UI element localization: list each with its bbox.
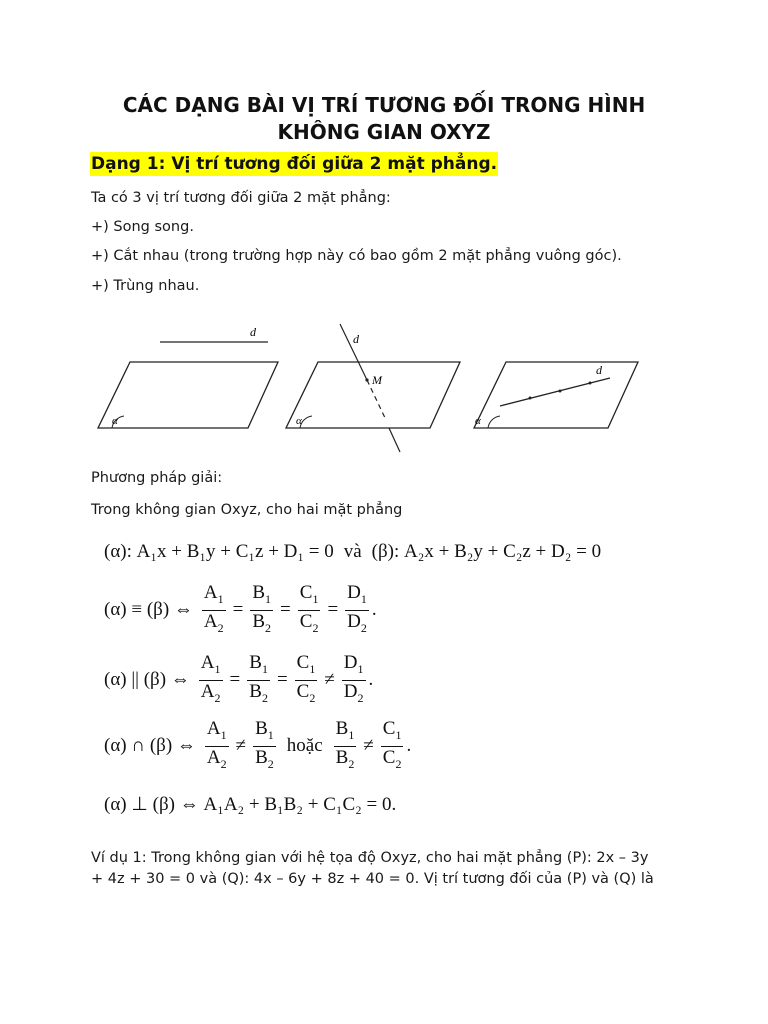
case-parallel: +) Song song. [91,219,194,235]
coincide-label: (α) ≡ (β) ⇔ [104,599,193,620]
figure-line-in-plane [474,362,638,428]
method-label: Phương pháp giải: [91,470,223,486]
parallel-label: (α) || (β) ⇔ [104,669,190,690]
and-word: và [343,541,362,562]
perpendicular-formula: (α) ⊥ (β) ⇔ A₁A₂ + B₁B₂ + C₁C₂ = 0. [104,793,397,815]
case-intersect: +) Cắt nhau (trong trường hợp này có bao gồm 2 mặt phẳng vuông góc). [91,248,622,264]
section-heading: Dạng 1: Vị trí tương đối giữa 2 mặt phẳng. [91,154,498,174]
label-d-3: d [596,363,602,377]
intersect-label: (α) ∩ (β) ⇔ [104,735,196,756]
formula-coincide: (α) ≡ (β) ⇔ $\frac{A_1}{A_2}$ = $\frac{B_1}{B_2}$ = $\frac{C_1}{C_2}$ = $\frac{D_1}{D_2}$ . [104,581,377,635]
label-M: M [372,373,382,387]
label-d-2: d [353,332,359,346]
example-line-2: + 4z + 30 = 0 và (Q): 4x – 6y + 8z + 40 = 0. Vị trí tương đối của (P) và (Q) là [91,871,654,887]
example-line-1: Ví dụ 1: Trong không gian với hệ tọa độ Oxyz, cho hai mặt phẳng (P): 2x – 3y [91,850,649,866]
method-text: Trong không gian Oxyz, cho hai mặt phẳng [91,502,403,518]
label-alpha-3: α [475,415,481,427]
title-line-1: CÁC DẠNG BÀI VỊ TRÍ TƯƠNG ĐỐI TRONG HÌNH [122,93,646,117]
intro-text: Ta có 3 vị trí tương đối giữa 2 mặt phẳng: [91,190,391,206]
label-d-1: d [250,325,256,339]
figure-line-parallel [98,325,278,428]
example-1 [91,848,691,890]
plane-line-figures [90,318,650,458]
case-coincide: +) Trùng nhau. [91,278,200,294]
figure-line-intersect [286,324,460,452]
given-alpha: (α): A₁x + B₁y + C₁z + D₁ = 0 [104,541,334,562]
formula-parallel: (α) || (β) ⇔ $\frac{A_1}{A_2}$ = $\frac{B_1}{B_2}$ = $\frac{C_1}{C_2}$ ≠ $\frac{D_1}{D_2}$ . [104,651,374,705]
given-beta: (β): A₂x + B₂y + C₂z + D₂ = 0 [371,541,602,562]
formula-perpendicular [104,774,396,834]
label-alpha-2: α [296,415,302,427]
formula-given [104,522,601,582]
label-alpha-1: α [112,415,118,427]
or-word: hoặc [286,735,323,756]
title-line-2: KHÔNG GIAN OXYZ [277,120,491,144]
page-title [0,92,768,146]
formula-intersect: (α) ∩ (β) ⇔ $\frac{A_1}{A_2}$ ≠ $\frac{B_1}{B_2}$ hoặc $\frac{B_1}{B_2}$ ≠ $\frac{C_1}{C_2}$ . [104,717,412,771]
